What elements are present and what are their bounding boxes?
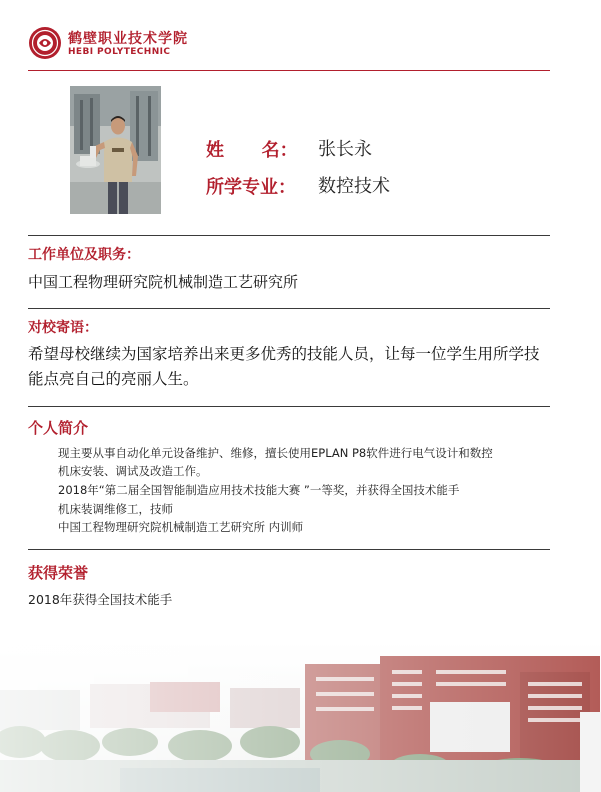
campus-photo [0, 642, 601, 792]
bio-line: 中国工程物理研究院机械制造工艺研究所 内训师 [58, 520, 304, 534]
name-label: 姓 名： [206, 140, 298, 161]
bio-line: 机床装调维修工，技师 [58, 502, 173, 516]
bio-line: 机床安装、调试及改造工作。 [58, 464, 208, 478]
section-divider [28, 235, 550, 236]
honors-section-title: 获得荣誉 [28, 564, 89, 582]
name-value: 张长永 [318, 139, 372, 160]
school-name-cn: 鹤壁职业技术学院 [68, 31, 188, 47]
work-section-title: 工作单位及职务： [28, 247, 140, 263]
section-divider [28, 308, 550, 309]
work-unit-text: 中国工程物理研究院机械制造工艺研究所 [28, 273, 299, 291]
major-label: 所学专业： [206, 177, 296, 198]
message-section-title: 对校寄语： [28, 320, 98, 336]
school-emblem-icon [28, 26, 62, 60]
major-value: 数控技术 [318, 176, 390, 197]
section-divider [28, 549, 550, 550]
bio-section-title: 个人简介 [28, 419, 89, 437]
bio-line: 2018年“第二届全国智能制造应用技术技能大赛 ”一等奖，并获得全国技术能手 [58, 483, 460, 497]
school-name-en: HEBI POLYTECHNIC [68, 47, 171, 57]
bio-line: 现主要从事自动化单元设备维护、维修，擅长使用EPLAN P8软件进行电气设计和数控 [58, 446, 493, 460]
message-text: 希望母校继续为国家培养出来更多优秀的技能人员，让每一位学生用所学技能点亮自己的亮丽人生。 [28, 345, 540, 388]
section-divider [28, 406, 550, 407]
portrait-photo [70, 86, 161, 214]
honor-item: 2018年获得全国技术能手 [28, 592, 173, 607]
header-divider [28, 70, 550, 71]
